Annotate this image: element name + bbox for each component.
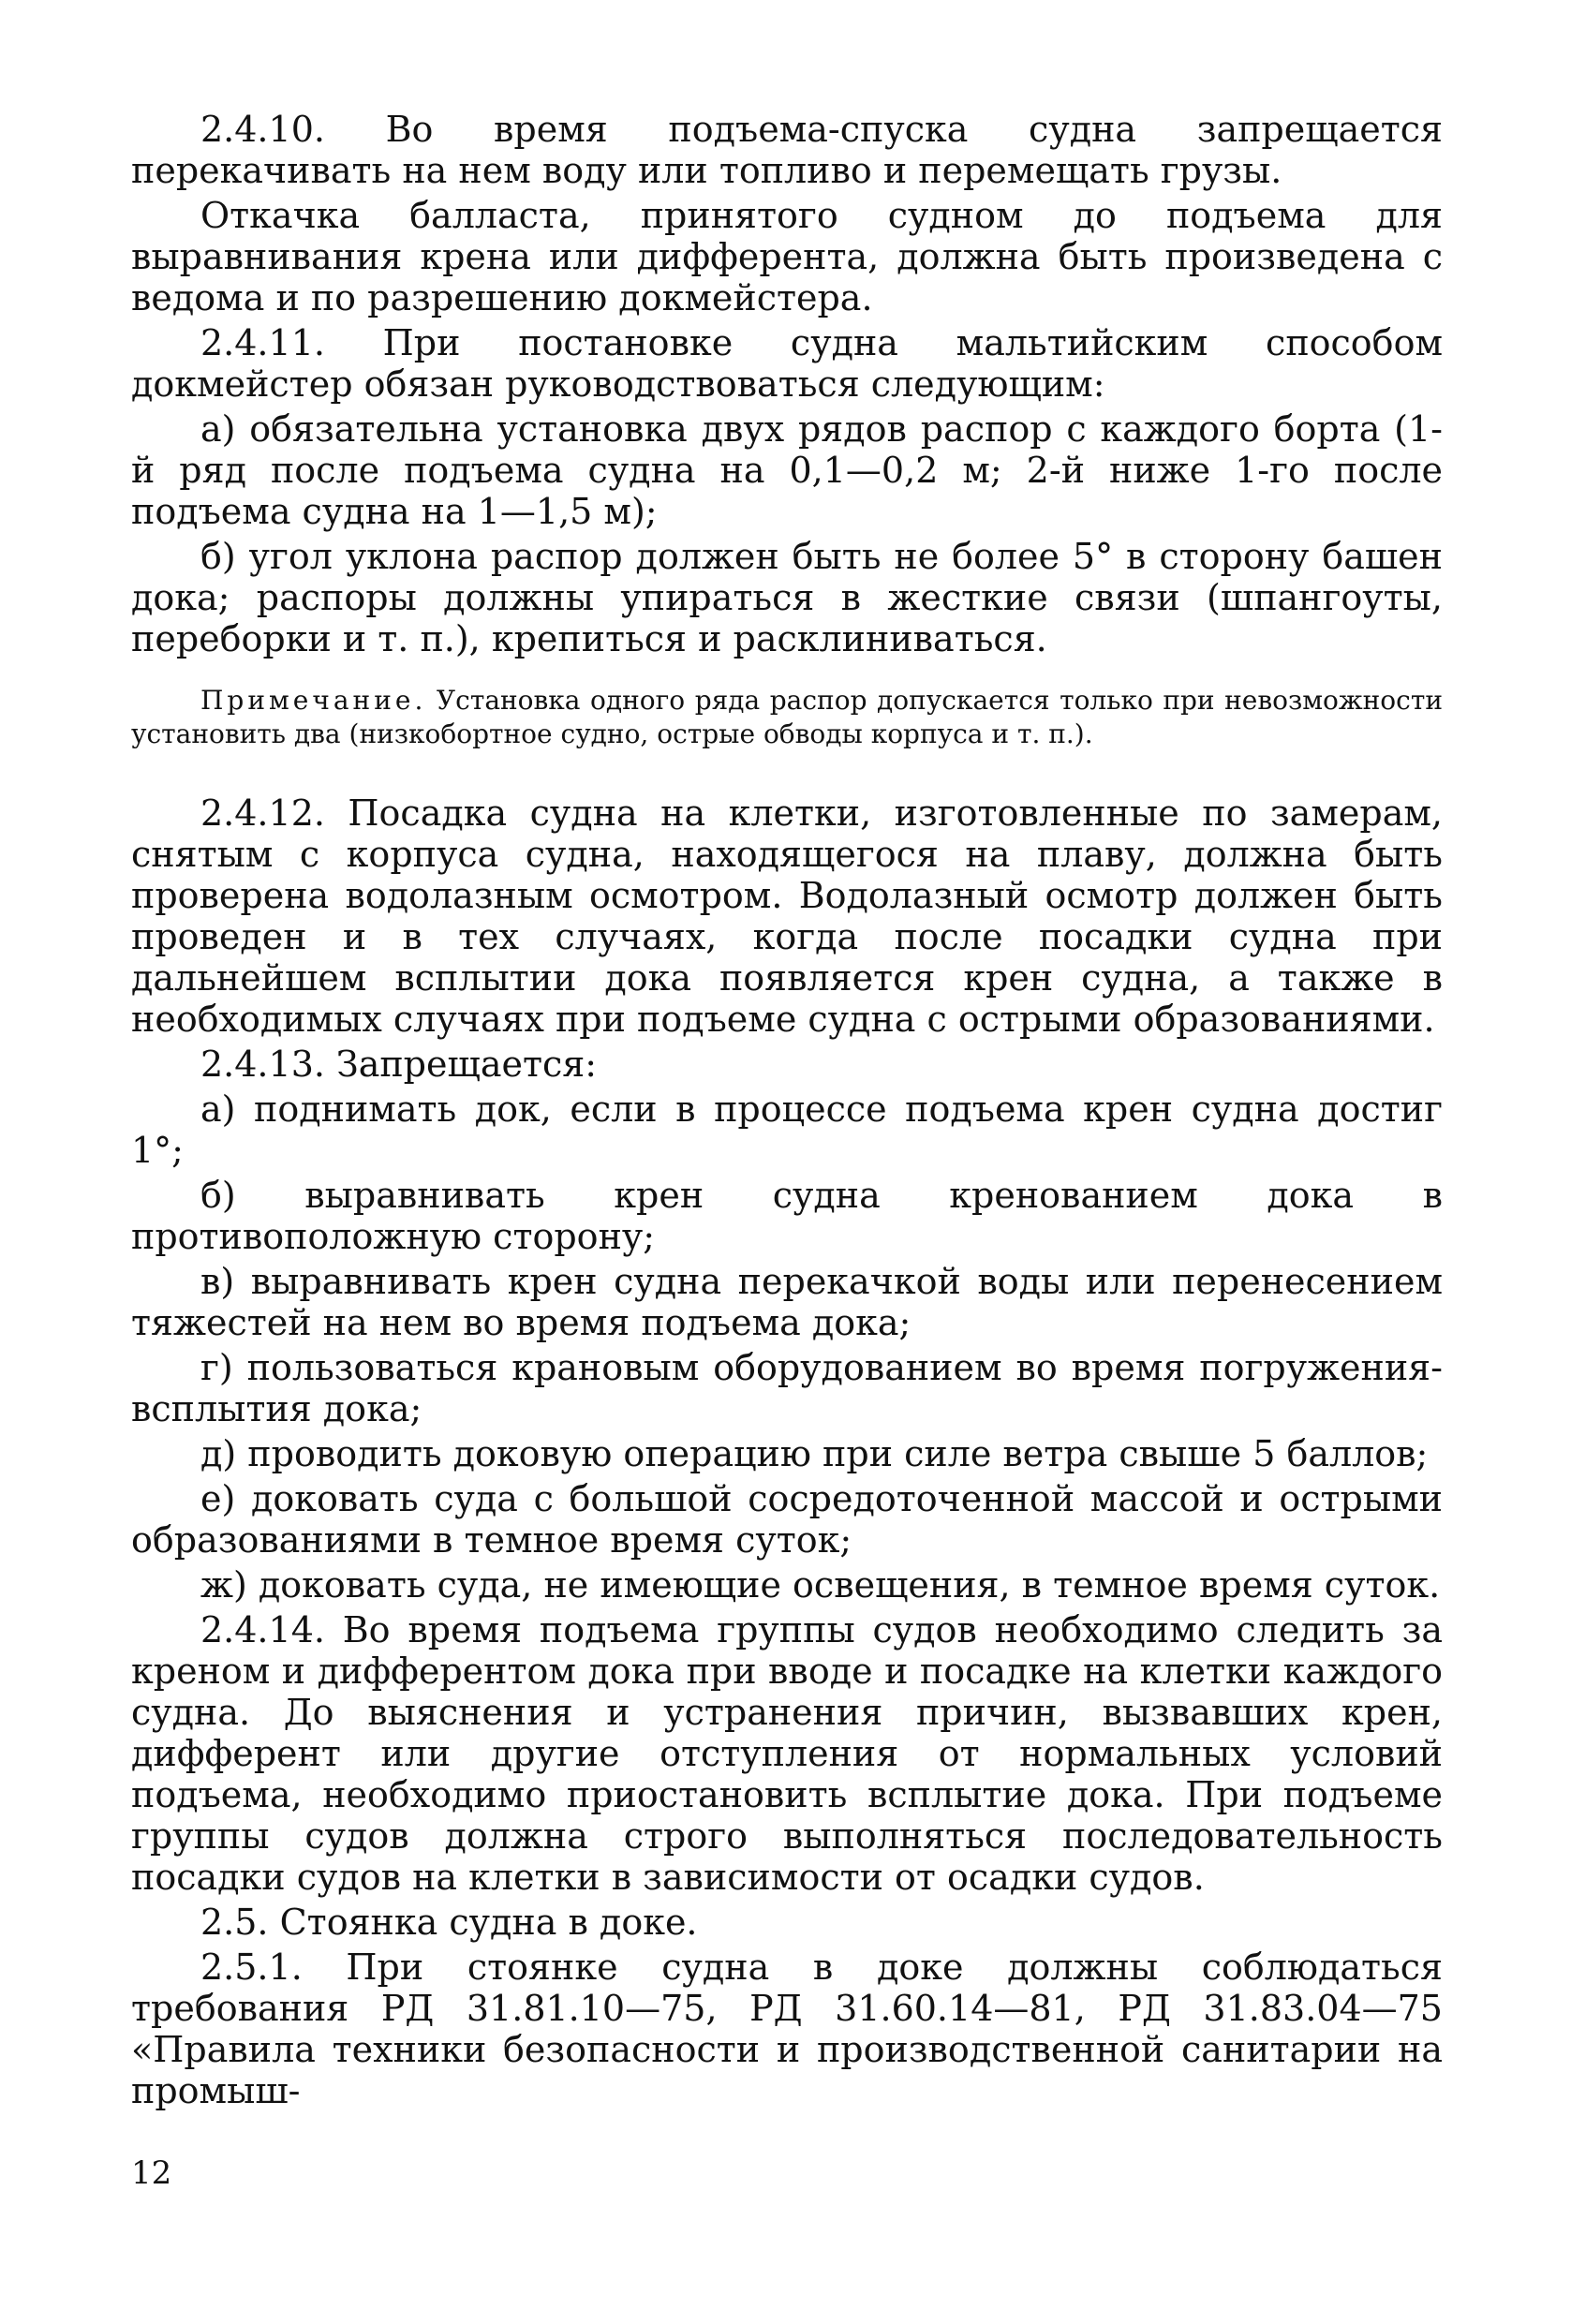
page-number: 12 [131,2154,172,2192]
prohibition-item-v: в) выравнивать крен судна перекачкой воды или перенесением тяжестей на нем во время подъема дока; [131,1261,1443,1343]
paragraph-2-4-11: 2.4.11. При постановке судна мальтийским способом докмейстер обязан руководствоваться следующим: [131,322,1443,405]
paragraph-2-4-14: 2.4.14. Во время подъема группы судов необходимо следить за креном и дифферентом дока при вводе и посадке на клетки каждого судна. До выяснения и устранения причин, вызвавших крен, дифферент или другие отступления от нормальных условий подъема, необходимо приостановить всплытие дока. При подъеме группы судов должна строго выполняться последовательность посадки судов на клетки в зависимости от осадки судов. [131,1609,1443,1898]
paragraph-ballast: Откачка балласта, принятого судном до подъема для выравнивания крена или дифферента, должна быть произведена с ведома и по разрешению докмейстера. [131,195,1443,318]
paragraph-2-5-1: 2.5.1. При стоянке судна в доке должны соблюдаться требования РД 31.81.10—75, РД 31.60.14—81, РД 31.83.04—75 «Правила техники безопасности и производственной санитарии на промыш- [131,1947,1443,2111]
prohibition-item-a: а) поднимать док, если в процессе подъема крен судна достиг 1°; [131,1088,1443,1171]
paragraph-2-4-13: 2.4.13. Запрещается: [200,1044,598,1085]
note [131,684,1443,751]
note-text: Установка одного ряда распор допускается только при невозможности установить два (низкобортное судно, острые обводы корпуса и т. п.). [131,685,1443,749]
prohibition-item-e: е) доковать суда с большой сосредоточенной массой и острыми образованиями в темное время суток; [131,1478,1443,1561]
paragraph-2-4-12: 2.4.12. Посадка судна на клетки, изготовленные по замерам, снятым с корпуса судна, находящегося на плаву, должна быть проверена водолазным осмотром. Водолазный осмотр должен быть проведен и в тех случаях, когда после посадки судна при дальнейшем всплытии дока появляется крен судна, а также в необходимых случаях при подъеме судна с острыми образованиями. [131,792,1443,1040]
prohibition-item-d: д) проводить доковую операцию при силе ветра свыше 5 баллов; [200,1433,1429,1474]
note-label: Примечание. [200,685,427,716]
section-heading-2-5: 2.5. Стоянка судна в доке. [200,1902,698,1943]
list-item-b: б) угол уклона распор должен быть не более 5° в сторону башен дока; распоры должны упираться в жесткие связи (шпангоуты, переборки и т. п.), крепиться и расклиниваться. [131,536,1443,659]
prohibition-item-b: б) выравнивать крен судна кренованием дока в противоположную сторону; [131,1175,1443,1257]
page-body [131,109,1443,2115]
prohibition-item-g: г) пользоваться крановым оборудованием во время погружения-всплытия дока; [131,1347,1443,1429]
prohibition-item-zh: ж) доковать суда, не имеющие освещения, в темное время суток. [200,1564,1441,1606]
list-item-a: а) обязательна установка двух рядов распор с каждого борта (1-й ряд после подъема судна на 0,1—0,2 м; 2-й ниже 1-го после подъема судна на 1—1,5 м); [131,408,1443,532]
paragraph-2-4-10: 2.4.10. Во время подъема-спуска судна запрещается перекачивать на нем воду или топливо и перемещать грузы. [131,109,1443,191]
